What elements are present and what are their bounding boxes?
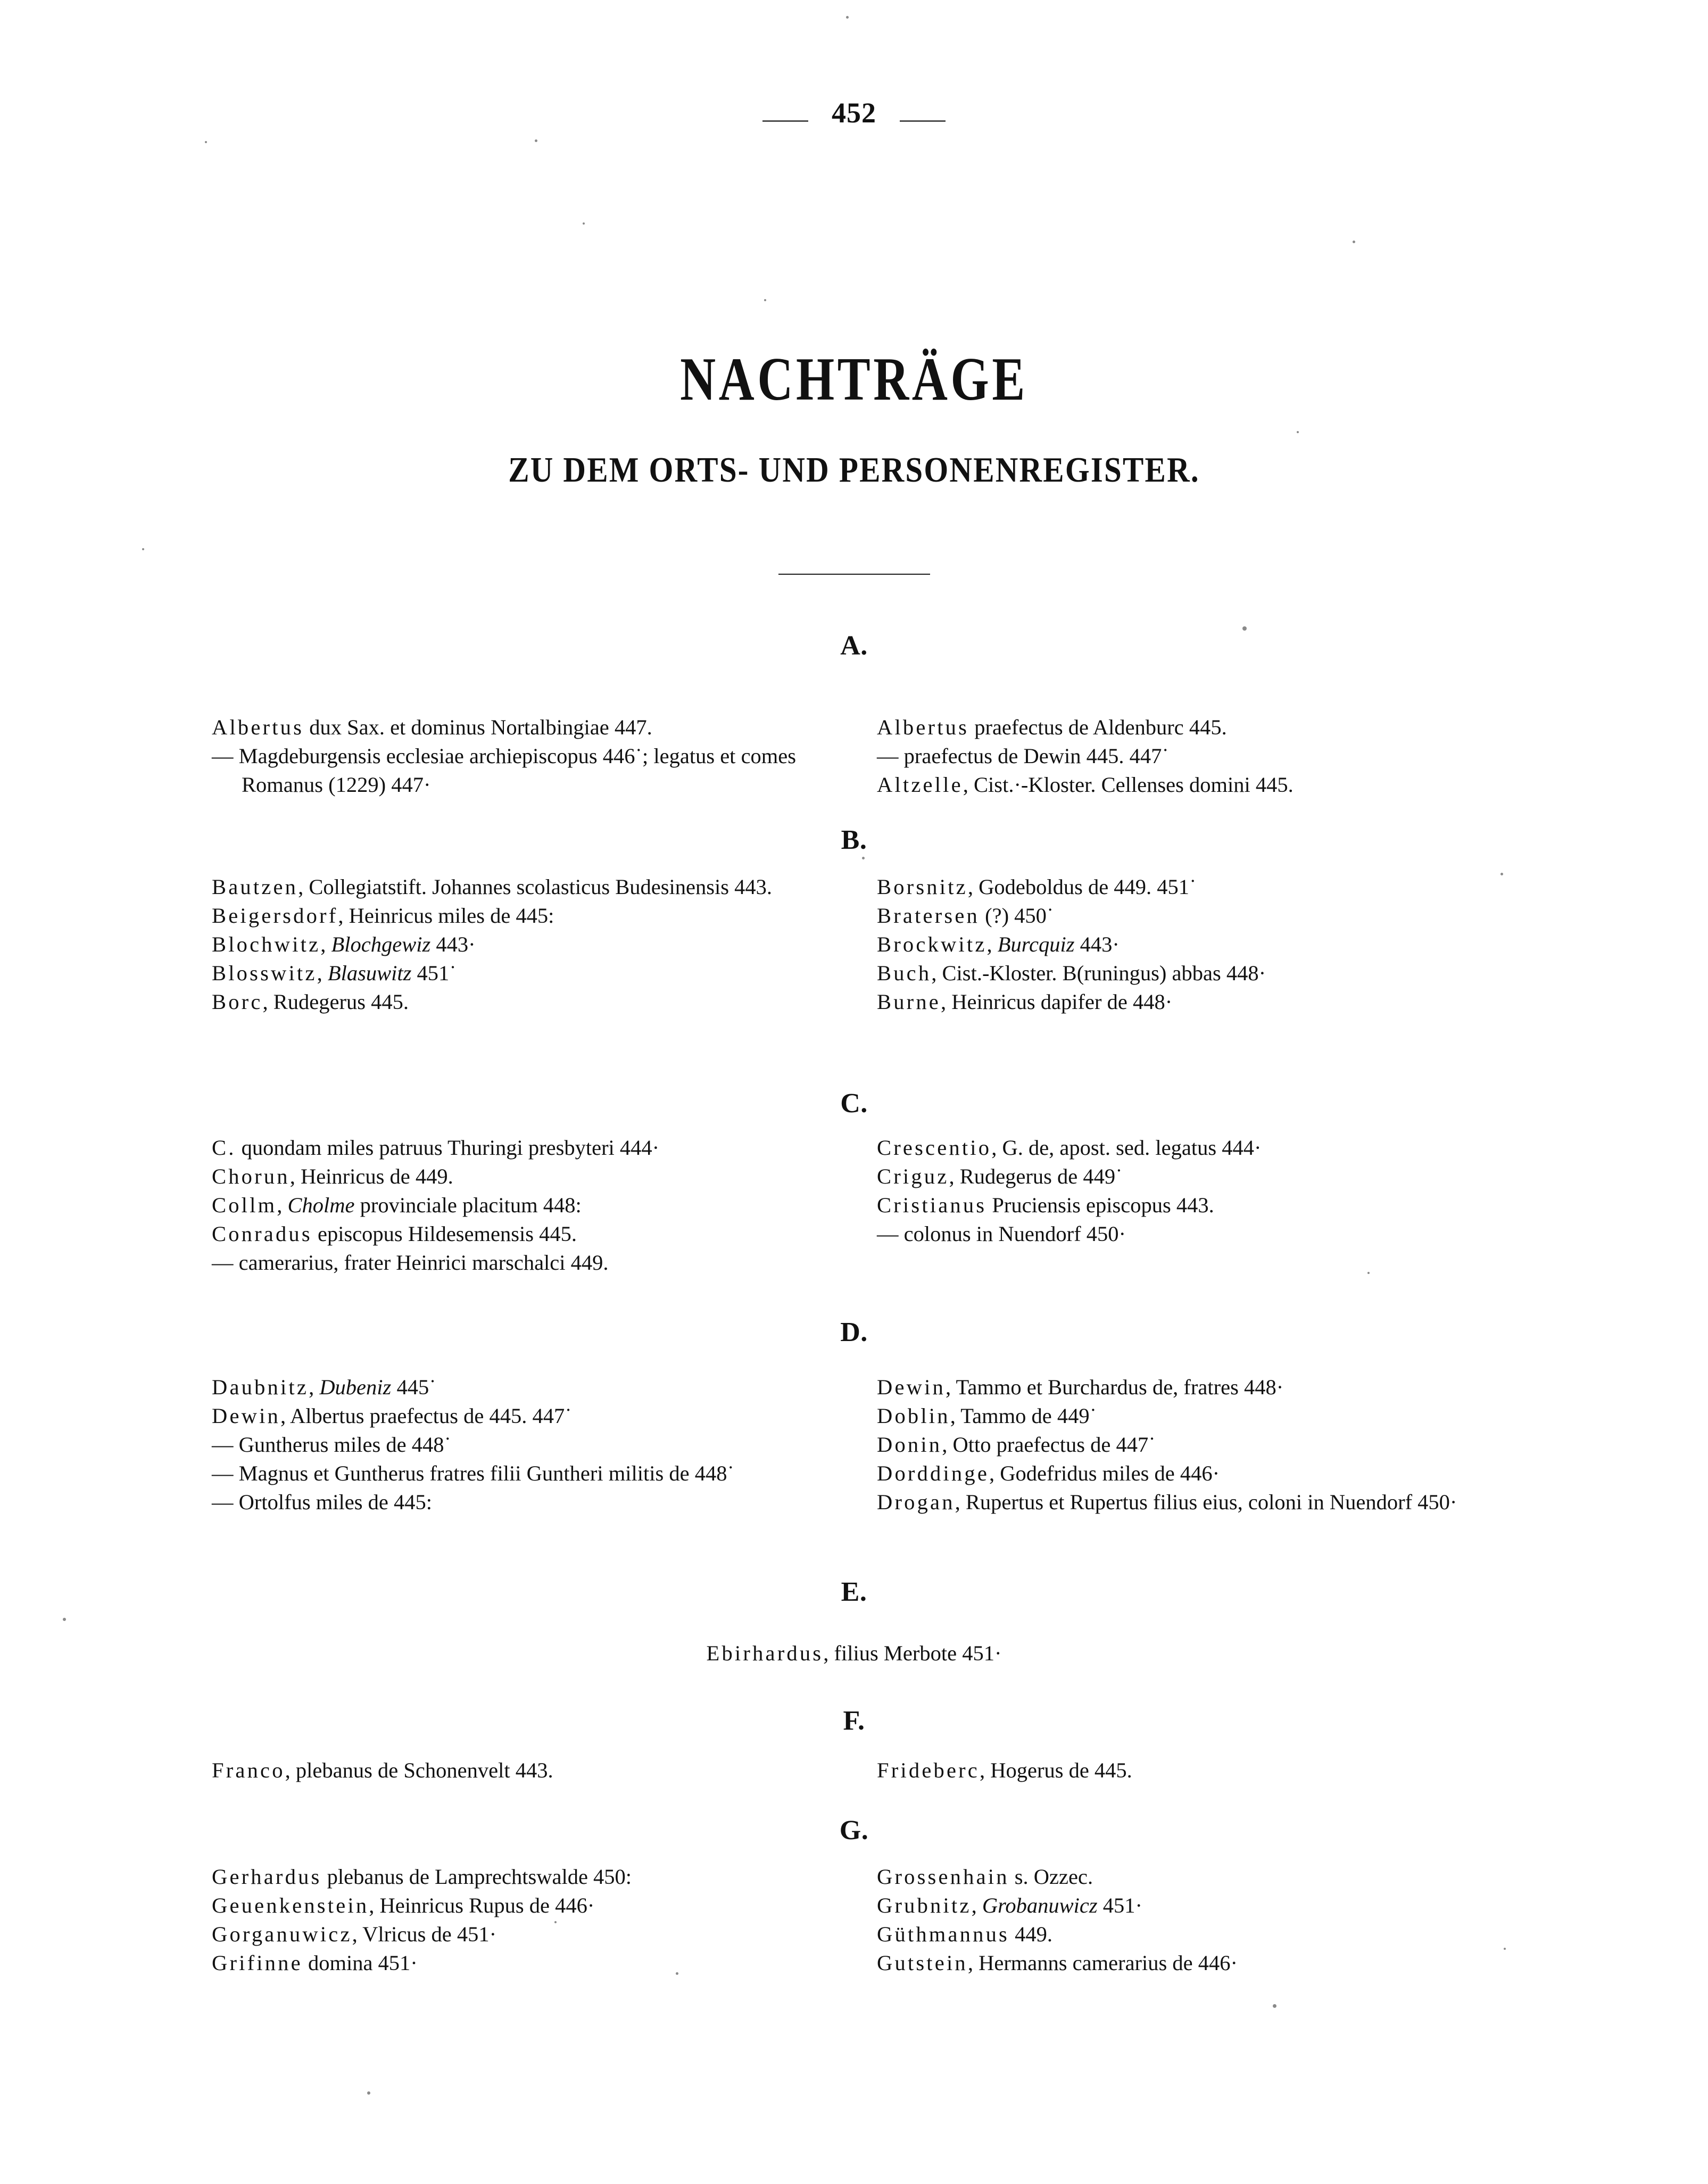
scan-speck [1297, 431, 1299, 433]
entry-text: , Albertus praefectus de 445. 447˙ [280, 1404, 572, 1428]
entry-text: 449. [1009, 1922, 1052, 1946]
entry-headword: Buch [877, 961, 932, 985]
entry-text: , [971, 1893, 982, 1917]
index-entry [877, 771, 1531, 799]
entry-headword: Donin [877, 1433, 942, 1457]
entry-text: 445˙ [391, 1375, 436, 1399]
index-entry [877, 901, 1531, 930]
index-entry [212, 742, 840, 799]
entry-text: , Rudegerus de 449˙ [949, 1164, 1123, 1188]
entry-text: provinciale placitum 448: [354, 1193, 582, 1217]
index-entry [212, 1863, 840, 1891]
entry-text: — colonus in Nuendorf 450· [877, 1222, 1126, 1246]
section-letter: G. [839, 1815, 869, 1846]
entry-headword: Grossenhain [877, 1865, 1009, 1889]
entry-text: (?) 450˙ [979, 904, 1054, 928]
entry-headword: Grubnitz [877, 1893, 972, 1917]
entry-text: 451· [1097, 1893, 1142, 1917]
entry-headword: Criguz [877, 1164, 949, 1188]
entry-text: s. Ozzec. [1009, 1865, 1093, 1889]
entry-variant-name: Blasuwitz [327, 961, 412, 985]
index-entry [877, 1162, 1531, 1191]
entry-text: , Tammo et Burchardus de, fratres 448· [945, 1375, 1284, 1399]
entry-text: , [320, 932, 331, 956]
entry-headword: C. [212, 1136, 236, 1160]
entry-variant-name: Cholme [287, 1193, 355, 1217]
section-letter: F. [843, 1706, 865, 1736]
entry-text: , Heinricus dapifer de 448· [940, 990, 1173, 1014]
entry-variant-name: Burcquiz [997, 932, 1075, 956]
entry-headword: Collm [212, 1193, 277, 1217]
index-entry [212, 930, 840, 959]
index-entry [877, 1134, 1531, 1162]
section-column-left [212, 1863, 840, 1978]
section-letter: A. [840, 631, 868, 661]
section-column-left [212, 1373, 840, 1517]
index-entry [877, 1949, 1531, 1978]
section-letter: D. [840, 1317, 868, 1347]
scan-speck [676, 1972, 678, 1975]
entry-headword: Dewin [212, 1404, 280, 1428]
scan-speck [63, 1618, 66, 1621]
index-entry [212, 1949, 840, 1978]
page-number: 452 [832, 97, 876, 129]
entry-variant-name: Dubeniz [319, 1375, 392, 1399]
entry-text: , Heinricus de 449. [289, 1164, 453, 1188]
entry-text: , Cist.·-Kloster. Cellenses domini 445. [963, 773, 1294, 797]
index-entry [212, 1430, 840, 1459]
index-entry [212, 1891, 840, 1920]
index-entry [212, 1248, 840, 1277]
scan-speck [846, 16, 849, 19]
entry-headword: Gerhardus [212, 1865, 322, 1889]
scan-speck [1367, 1272, 1370, 1274]
index-entry [212, 713, 840, 742]
index-entry [877, 1891, 1531, 1920]
section-letter: C. [840, 1088, 868, 1119]
scan-speck [1500, 873, 1503, 875]
entry-headword: Albertus [877, 715, 969, 739]
entry-headword: Bautzen [212, 875, 299, 899]
index-entry [877, 1459, 1531, 1488]
index-entry [212, 873, 840, 901]
scan-speck [1504, 1948, 1506, 1950]
entry-headword: Crescentio [877, 1136, 992, 1160]
entry-text: , Godefridus miles de 446· [989, 1461, 1220, 1485]
index-entry [877, 742, 1531, 771]
entry-headword: Dorddinge [877, 1461, 990, 1485]
entry-text: quondam miles patruus Thuringi presbyteri 444· [236, 1136, 660, 1160]
entry-text: , Rudegerus 445. [262, 990, 409, 1014]
entry-text: , Heinricus Rupus de 446· [369, 1893, 595, 1917]
index-entry [212, 1402, 840, 1430]
index-entry [212, 988, 840, 1016]
scan-speck [205, 141, 207, 143]
entry-text: , G. de, apost. sed. legatus 444· [991, 1136, 1262, 1160]
entry-headword: Conradus [212, 1222, 312, 1246]
entry-headword: Drogan [877, 1490, 955, 1514]
index-entry [877, 1863, 1531, 1891]
index-entry [877, 713, 1531, 742]
entry-headword: Güthmannus [877, 1922, 1009, 1946]
entry-text: domina 451· [302, 1951, 418, 1975]
section-column-right [877, 1863, 1531, 1978]
entry-headword: Frideberc [877, 1758, 980, 1782]
section-column-left [212, 713, 840, 799]
entry-text: 451˙ [411, 961, 457, 985]
index-entry [877, 959, 1531, 988]
entry-text: 443· [1074, 932, 1120, 956]
entry-text: , Tammo de 449˙ [950, 1404, 1097, 1428]
index-entry [877, 873, 1531, 901]
page-subtitle: ZU DEM ORTS- UND PERSONENREGISTER. [508, 450, 1200, 490]
entry-headword: Franco [212, 1758, 285, 1782]
scan-speck [554, 1921, 557, 1923]
section-column-left [212, 873, 840, 1016]
entry-text: , Vlricus de 451· [352, 1922, 497, 1946]
entry-headword: Cristianus [877, 1193, 987, 1217]
index-entry [212, 1756, 840, 1785]
entry-text: Pruciensis episcopus 443. [986, 1193, 1214, 1217]
scan-speck [535, 139, 537, 142]
title-divider-rule [778, 574, 930, 575]
page-header [0, 98, 1708, 127]
entry-headword: Ebirhardus [706, 1641, 824, 1665]
entry-text: , Cist.-Kloster. B(runingus) abbas 448· [931, 961, 1266, 985]
entry-text: , [317, 961, 328, 985]
entry-text: , Heinricus miles de 445: [338, 904, 554, 928]
entry-text: — Magdeburgensis ecclesiae archiepiscopus 446˙; legatus et comes Romanus (1229) 447· [212, 744, 797, 797]
entry-text: , Otto praefectus de 447˙ [942, 1433, 1156, 1457]
scan-speck [1353, 241, 1355, 243]
entry-text: — Magnus et Guntherus fratres filii Guntheri militis de 448˙ [212, 1461, 734, 1485]
entry-variant-name: Blochgewiz [331, 932, 431, 956]
entry-text: , Collegiatstift. Johannes scolasticus Budesinensis 443. [298, 875, 773, 899]
entry-headword: Gutstein [877, 1951, 968, 1975]
entry-text: , plebanus de Schonenvelt 443. [285, 1758, 553, 1782]
entry-text: — Ortolfus miles de 445: [212, 1490, 432, 1514]
index-entry [212, 1220, 840, 1248]
entry-text: , [277, 1193, 288, 1217]
section-column-right [877, 1373, 1531, 1517]
entry-headword: Albertus [212, 715, 304, 739]
entry-headword: Gorganuwicz [212, 1922, 352, 1946]
scan-speck [764, 299, 766, 301]
index-entry [877, 1220, 1531, 1248]
entry-text: episcopus Hildesemensis 445. [312, 1222, 577, 1246]
entry-headword: Geuenkenstein [212, 1893, 369, 1917]
index-entry [212, 959, 840, 988]
entry-headword: Chorun [212, 1164, 290, 1188]
entry-text: , filius Merbote 451· [823, 1641, 1002, 1665]
folio-rule-right [900, 120, 946, 122]
entry-text: 443· [430, 932, 476, 956]
index-entry [877, 930, 1531, 959]
section-letter: B. [841, 825, 867, 855]
entry-text: — Guntherus miles de 448˙ [212, 1433, 451, 1457]
section-column-left [212, 1134, 840, 1277]
index-entry [877, 1373, 1531, 1402]
entry-headword: Bratersen [877, 904, 980, 928]
entry-headword: Burne [877, 990, 941, 1014]
section-column-right [877, 873, 1531, 1016]
section-letter: E. [841, 1577, 867, 1607]
entry-headword: Blochwitz [212, 932, 321, 956]
entry-headword: Brockwitz [877, 932, 987, 956]
entry-text: , Rupertus et Rupertus filius eius, coloni in Nuendorf 450· [955, 1490, 1457, 1514]
entry-headword: Grifinne [212, 1951, 303, 1975]
index-entry [212, 1488, 840, 1517]
entry-text: , Hermanns camerarius de 446· [967, 1951, 1238, 1975]
section-column-right [877, 713, 1531, 799]
index-entry [212, 1920, 840, 1949]
index-entry [212, 901, 840, 930]
entry-headword: Altzelle [877, 773, 963, 797]
entry-text: , [986, 932, 998, 956]
section-column-right [877, 1756, 1531, 1785]
entry-text: dux Sax. et dominus Nortalbingiae 447. [304, 715, 652, 739]
entry-headword: Daubnitz [212, 1375, 309, 1399]
index-entry [212, 1162, 840, 1191]
scan-speck [1273, 2004, 1276, 2008]
folio-rule-left [762, 120, 808, 122]
entry-variant-name: Grobanuwicz [982, 1893, 1098, 1917]
index-entry [212, 1134, 840, 1162]
entry-text: — camerarius, frater Heinrici marschalci 449. [212, 1251, 609, 1275]
entry-headword: Borc [212, 990, 263, 1014]
page-title: NACHTRÄGE [680, 345, 1028, 413]
entry-headword: Beigersdorf [212, 904, 338, 928]
index-entry [212, 1373, 840, 1402]
index-entry [877, 1430, 1531, 1459]
index-entry [877, 1488, 1531, 1517]
entry-text: , [309, 1375, 320, 1399]
entry-headword: Dewin [877, 1375, 946, 1399]
index-entry [0, 1639, 1708, 1668]
entry-text: plebanus de Lamprechtswalde 450: [321, 1865, 632, 1889]
entry-headword: Blosswitz [212, 961, 317, 985]
index-entry [877, 1756, 1531, 1785]
scan-speck [367, 2091, 370, 2095]
entry-text: , Hogerus de 445. [979, 1758, 1132, 1782]
section-column-left [212, 1756, 840, 1785]
scan-speck [583, 222, 585, 225]
entry-text: , Godeboldus de 449. 451˙ [967, 875, 1197, 899]
index-entry [212, 1191, 840, 1220]
section-column-right [877, 1134, 1531, 1248]
section-column-center [0, 1639, 1708, 1668]
scan-speck [862, 857, 865, 859]
index-entry [877, 988, 1531, 1016]
entry-text: — praefectus de Dewin 445. 447˙ [877, 744, 1169, 768]
index-entry [212, 1459, 840, 1488]
index-entry [877, 1402, 1531, 1430]
index-entry [877, 1920, 1531, 1949]
entry-text: praefectus de Aldenburc 445. [969, 715, 1227, 739]
index-entry [877, 1191, 1531, 1220]
scan-speck [142, 548, 144, 550]
entry-headword: Doblin [877, 1404, 950, 1428]
entry-headword: Borsnitz [877, 875, 968, 899]
scan-speck [1242, 626, 1247, 631]
